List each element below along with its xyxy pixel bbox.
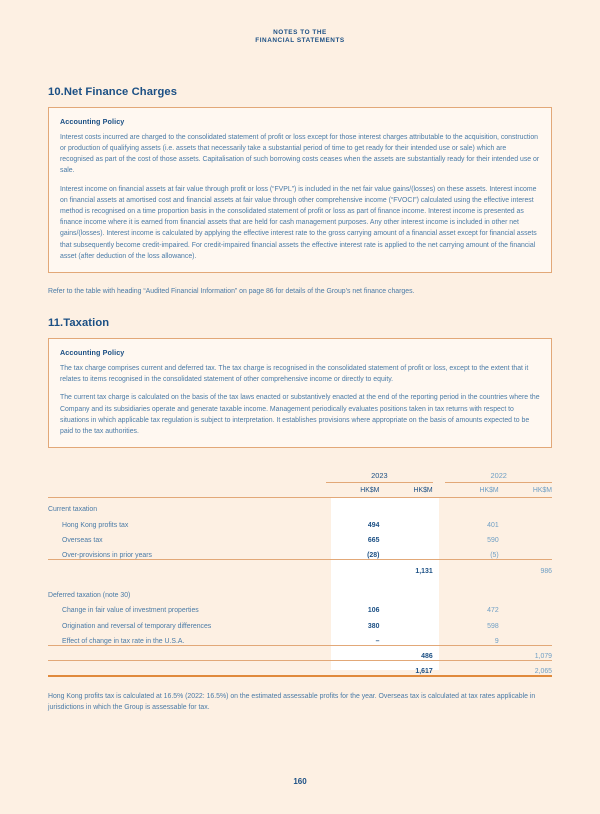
row-gap-hong-kong-profits-tax xyxy=(433,513,446,529)
row-value-2022b-over-provisions xyxy=(499,544,552,560)
unit-header-2022-a: HK$M xyxy=(445,482,498,497)
unit-header-2022-b: HK$M xyxy=(499,482,552,497)
table-row-group-deferred-taxation xyxy=(48,583,552,599)
row-label-overseas-tax: Overseas tax xyxy=(62,537,103,545)
table-bottom-rule xyxy=(48,676,552,677)
table-row xyxy=(48,513,552,529)
row-value-2023-hong-kong-profits-tax: 494 xyxy=(367,521,380,529)
row-value-2022-change-fair-value: 472 xyxy=(487,607,499,615)
section-heading-net-finance-charges xyxy=(48,86,552,98)
page-number: 160 xyxy=(293,777,307,786)
subtotal-current-2023: 1,131 xyxy=(379,560,432,576)
grand-total-spacer xyxy=(326,661,379,677)
cell-empty-4 xyxy=(445,498,498,514)
row-value-2023-effect-change-tax-rate: – xyxy=(375,637,380,645)
row-value-2023b-overseas-tax xyxy=(379,529,432,545)
subtotal-deferred-spacer xyxy=(326,645,379,661)
row-label-effect-change-tax-rate-usa: Effect of change in tax rate in the U.S.A. xyxy=(62,637,185,645)
year-header-2022: 2022 xyxy=(490,470,507,480)
subtotal-current-label xyxy=(48,560,326,576)
table-row xyxy=(48,630,552,646)
table-row xyxy=(48,529,552,545)
subtotal-deferred-2022: 1,079 xyxy=(499,645,552,661)
cell-empty-8 xyxy=(433,583,446,599)
running-header-line-2: FINANCIAL STATEMENTS xyxy=(255,37,345,45)
cell-empty-2 xyxy=(379,498,432,514)
table-grand-total xyxy=(48,661,552,677)
row-value-2022b-hong-kong-profits-tax xyxy=(499,513,552,529)
row-gap-change-fair-value xyxy=(433,599,446,615)
row-value-2023b-effect-change-tax-rate xyxy=(379,630,432,646)
row-value-2023b-change-fair-value xyxy=(379,599,432,615)
unit-header-gap xyxy=(433,482,446,497)
row-value-2022-over-provisions: (5) xyxy=(490,552,499,560)
table-row xyxy=(48,614,552,630)
row-value-2022-effect-change-tax-rate: 9 xyxy=(494,637,499,645)
year-header-gap xyxy=(433,466,446,482)
subtotal-current-2022: 986 xyxy=(499,560,552,576)
cell-empty-5 xyxy=(499,498,552,514)
grand-total-gap xyxy=(433,661,446,677)
subtotal-deferred-spacer-2 xyxy=(445,645,498,661)
row-value-2022b-origination-reversal xyxy=(499,614,552,630)
table-year-header-row xyxy=(48,466,552,482)
row-label-over-provisions-prior-years: Over-provisions in prior years xyxy=(62,552,152,560)
cross-reference-note-10: Refer to the table with heading “Audited Financial Information” on page 86 for details of the Group’s net finance charges. xyxy=(48,287,415,295)
unit-header-spacer xyxy=(48,482,326,497)
row-gap-origination-reversal xyxy=(433,614,446,630)
taxation-table xyxy=(48,466,552,677)
table-unit-header-row xyxy=(48,482,552,497)
section-number-10: 10. xyxy=(48,85,64,98)
row-gap-effect-change-tax-rate xyxy=(433,630,446,646)
year-header-spacer xyxy=(48,466,326,482)
row-gap-over-provisions xyxy=(433,544,446,560)
year-header-2023: 2023 xyxy=(371,470,388,480)
row-label-deferred-taxation: Deferred taxation (note 30) xyxy=(48,591,131,599)
row-value-2022b-change-fair-value xyxy=(499,599,552,615)
subtotal-deferred-gap xyxy=(433,645,446,661)
running-header-line-1: NOTES TO THE xyxy=(273,29,327,36)
table-subtotal-current-taxation xyxy=(48,560,552,576)
grand-total-spacer-2 xyxy=(445,661,498,677)
unit-header-2023-a: HK$M xyxy=(326,482,379,497)
subtotal-current-spacer-2 xyxy=(445,560,498,576)
subtotal-deferred-label xyxy=(48,645,326,661)
accounting-policy-box-taxation xyxy=(48,338,552,448)
unit-header-2023-b: HK$M xyxy=(379,482,432,497)
table-row xyxy=(48,599,552,615)
row-value-2023-origination-reversal: 380 xyxy=(367,622,380,630)
table-subtotal-deferred-taxation xyxy=(48,645,552,661)
row-value-2022-overseas-tax: 590 xyxy=(487,537,499,545)
accounting-policy-label-11: Accounting Policy xyxy=(60,348,125,358)
policy-paragraph-10-2: Interest income on financial assets at fair value through profit or loss (“FVPL”) is included in the net fair value gains/(losses) on these assets. Interest income on financial assets at amortised cost and financial assets at fair value through other comprehensive income (“FVOCI”) calculated using the effective interest method is recognised on a time proportion basis in the consolidated statement of profit or loss as part of finance income. Interest income is presented as finance income where it is earned from financial assets that are held for cash management purposes. Any other interest income is included in other net gains/(losses). Interest income is calculated by applying the effective interest rate to the gross carrying amount of a financial asset except for financial assets that subsequently become credit-impaired. For credit-impaired financial assets the effective interest rate is applied to the net carrying amount of the financial asset (after deduction of the loss allowance). xyxy=(60,185,537,260)
section-number-11: 11. xyxy=(48,317,64,330)
taxation-footnote: Hong Kong profits tax is calculated at 16.5% (2022: 16.5%) on the estimated assessable profits for the year. Overseas tax is calculated at tax rates applicable in jurisdictions in which the Group is assessable for tax. xyxy=(48,693,536,712)
cell-empty-10 xyxy=(499,583,552,599)
row-value-2023b-over-provisions xyxy=(379,544,432,560)
row-value-2023-overseas-tax: 665 xyxy=(367,537,380,545)
section-heading-taxation xyxy=(48,317,552,329)
table-row xyxy=(48,544,552,560)
cell-empty-9 xyxy=(445,583,498,599)
row-label-change-fair-value-investment-properties: Change in fair value of investment properties xyxy=(62,607,199,615)
cell-empty-7 xyxy=(379,583,432,599)
row-label-hong-kong-profits-tax: Hong Kong profits tax xyxy=(62,521,129,529)
subtotal-current-spacer xyxy=(326,560,379,576)
policy-paragraph-10-1: Interest costs incurred are charged to the consolidated statement of profit or loss except for those interest charges attributable to the acquisition, construction or production of qualifying assets (i.e. assets that necessarily take a substantial period of time to get ready for their intended use or sale) which are recognised as part of the cost of those assets. Capitalisation of such borrowing costs ceases when the assets are substantially ready for their intended use or sale. xyxy=(60,133,540,175)
row-value-2023b-origination-reversal xyxy=(379,614,432,630)
section-title-10: Net Finance Charges xyxy=(63,85,178,98)
subtotal-current-gap xyxy=(433,560,446,576)
row-value-2022-hong-kong-profits-tax: 401 xyxy=(487,521,499,529)
row-value-2022b-effect-change-tax-rate xyxy=(499,630,552,646)
row-label-origination-reversal-temporary-differences: Origination and reversal of temporary differences xyxy=(62,622,212,630)
row-value-2023b-hong-kong-profits-tax xyxy=(379,513,432,529)
subtotal-deferred-2023: 486 xyxy=(379,645,432,661)
cell-empty-3 xyxy=(433,498,446,514)
grand-total-2022: 2,065 xyxy=(499,661,552,677)
row-value-2023-change-fair-value: 106 xyxy=(367,607,380,615)
section-title-11: Taxation xyxy=(63,317,110,330)
row-value-2022-origination-reversal: 598 xyxy=(487,622,499,630)
table-spacer xyxy=(48,575,552,583)
running-header xyxy=(0,0,600,46)
table-row-group-current-taxation xyxy=(48,498,552,514)
policy-paragraph-11-2: The current tax charge is calculated on the basis of the tax laws enacted or substantively enacted at the end of the reporting period in the countries where the Company and its subsidiaries operate and generate taxable income. Management periodically evaluates positions taken in tax returns with respect to situations in which applicable tax regulation is subject to interpretation. It establishes provisions where appropriate on the basis of amounts expected to be paid to the tax authorities. xyxy=(60,394,540,435)
table-spacer-cell xyxy=(48,575,552,583)
accounting-policy-box-net-finance-charges xyxy=(48,107,552,273)
row-value-2023-over-provisions: (28) xyxy=(367,552,380,560)
page-content xyxy=(0,86,600,714)
cell-empty-6 xyxy=(326,583,379,599)
row-value-2022b-overseas-tax xyxy=(499,529,552,545)
cell-empty-1 xyxy=(326,498,379,514)
row-gap-overseas-tax xyxy=(433,529,446,545)
table-bottom-rule-cell xyxy=(48,676,552,677)
grand-total-2023: 1,617 xyxy=(379,661,432,677)
policy-paragraph-11-1: The tax charge comprises current and deferred tax. The tax charge is recognised in the consolidated statement of profit or loss, except to the extent that it relates to items recognised in the consolidated statement of other comprehensive income or directly to equity. xyxy=(60,365,529,384)
grand-total-label xyxy=(48,661,326,677)
accounting-policy-label-10: Accounting Policy xyxy=(60,116,125,126)
row-label-current-taxation: Current taxation xyxy=(48,506,98,514)
taxation-table-wrapper xyxy=(48,466,552,677)
